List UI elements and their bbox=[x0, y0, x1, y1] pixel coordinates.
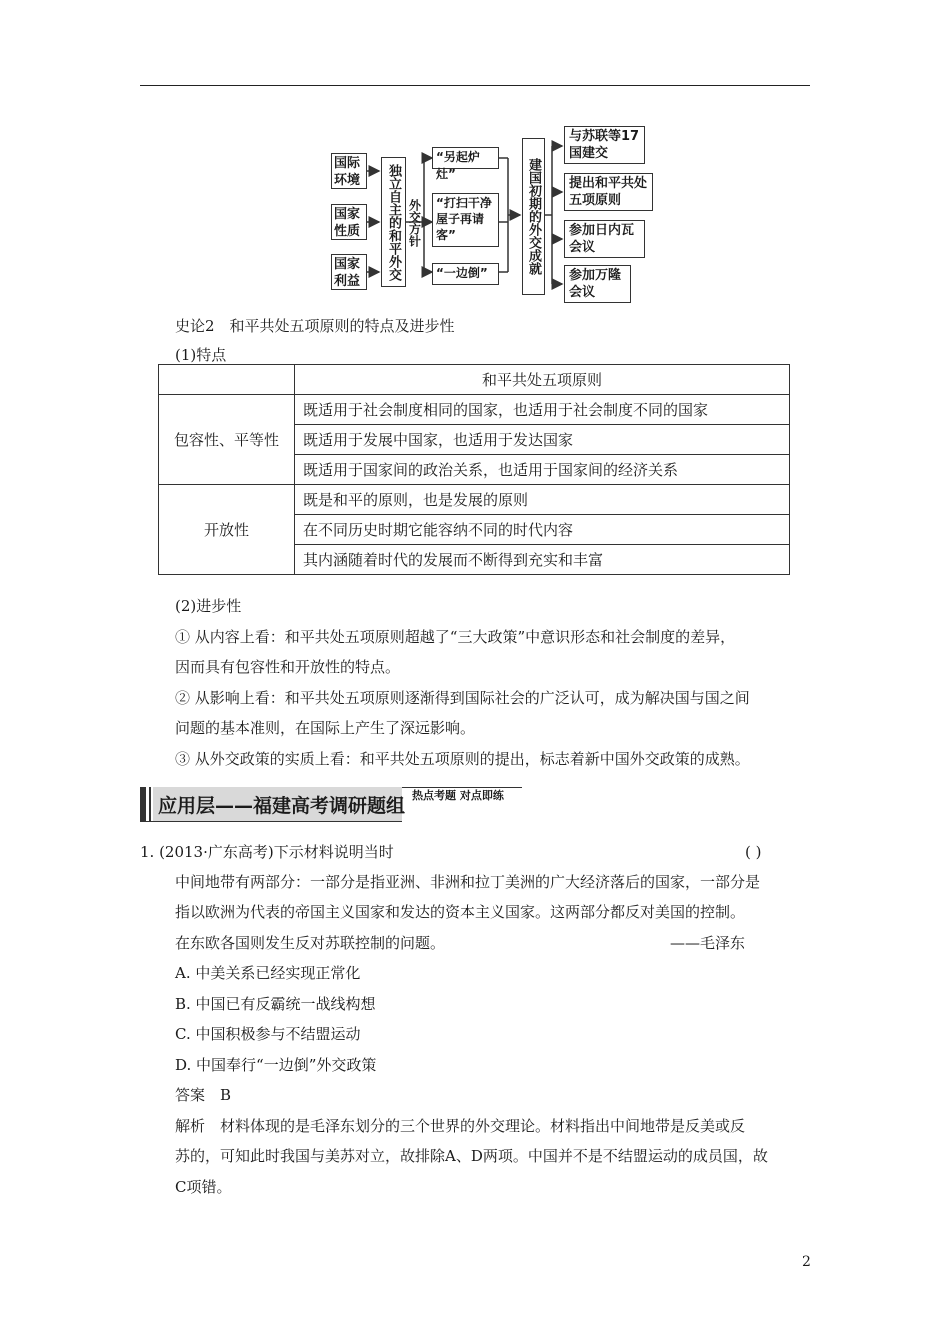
principle-clean-house: “打扫干净屋子再请客” bbox=[432, 193, 499, 247]
banner-subtitle: 热点考题 对点即练 bbox=[412, 789, 504, 802]
answer-bracket: ( ) bbox=[745, 843, 762, 861]
table-row bbox=[159, 485, 790, 515]
progress-item: ③ 从外交政策的实质上看：和平共处五项原则的提出，标志着新中国外交政策的成熟。 bbox=[175, 750, 750, 768]
subsection-features: (1)特点 bbox=[175, 346, 227, 364]
table-row bbox=[159, 395, 790, 425]
table-cell: 其内涵随着时代的发展而不断得到充实和丰富 bbox=[295, 545, 790, 575]
question-stem: 1. (2013·广东高考)下示材料说明当时 bbox=[140, 843, 394, 861]
option-a: A. 中美关系已经实现正常化 bbox=[175, 964, 361, 982]
table-cell: 既是和平的原则，也是发展的原则 bbox=[295, 485, 790, 515]
section-banner bbox=[140, 787, 522, 823]
table-header: 和平共处五项原则 bbox=[295, 365, 790, 395]
analysis-line: C项错。 bbox=[175, 1178, 232, 1196]
achievement-box: 建国初期的外交成就 bbox=[522, 138, 545, 295]
banner-title: 应用层——福建高考调研题组 bbox=[158, 795, 406, 817]
option-c: C. 中国积极参与不结盟运动 bbox=[175, 1025, 361, 1043]
approach-label: 外交方针 bbox=[407, 199, 422, 247]
features-table bbox=[158, 364, 790, 575]
subsection-progress: (2)进步性 bbox=[175, 597, 242, 615]
table-category: 包容性、平等性 bbox=[159, 395, 295, 485]
analysis-line: 苏的，可知此时我国与美苏对立，故排除A、D两项。中国并不是不结盟运动的成员国，故 bbox=[175, 1147, 768, 1165]
option-b: B. 中国已有反霸统一战线构想 bbox=[175, 995, 376, 1013]
result-diplomatic-ties: 与苏联等17国建交 bbox=[564, 126, 645, 164]
page-number: 2 bbox=[802, 1254, 811, 1270]
material-line: 在东欧各国则发生反对苏联控制的问题。 bbox=[175, 934, 446, 952]
result-bandung: 参加万隆会议 bbox=[564, 265, 631, 303]
material-line: 指以欧洲为代表的帝国主义国家和发达的资本主义国家。这两部分都反对美国的控制。 bbox=[175, 903, 746, 921]
section-title: 史论2 和平共处五项原则的特点及进步性 bbox=[175, 317, 455, 335]
material-line: 中间地带有两部分：一部分是指亚洲、非洲和拉丁美洲的广大经济落后的国家，一部分是 bbox=[175, 873, 761, 891]
analysis-line: 解析 材料体现的是毛泽东划分的三个世界的外交理论。材料指出中间地带是反美或反 bbox=[175, 1117, 746, 1135]
factor-international: 国际环境 bbox=[331, 153, 367, 189]
factor-interest: 国家利益 bbox=[331, 254, 367, 290]
option-d: D. 中国奉行“一边倒”外交政策 bbox=[175, 1056, 377, 1074]
table-cell: 既适用于社会制度相同的国家，也适用于社会制度不同的国家 bbox=[295, 395, 790, 425]
progress-item: ① 从内容上看：和平共处五项原则超越了“三大政策”中意识形态和社会制度的差异， bbox=[175, 628, 736, 646]
material-source: ——毛泽东 bbox=[670, 934, 746, 952]
principle-new-start: “另起炉灶” bbox=[432, 147, 499, 169]
table-category: 开放性 bbox=[159, 485, 295, 575]
table-header-row bbox=[159, 365, 790, 395]
progress-item-cont: 因而具有包容性和开放性的特点。 bbox=[175, 658, 401, 676]
table-corner bbox=[159, 365, 295, 395]
table-cell: 既适用于国家间的政治关系，也适用于国家间的经济关系 bbox=[295, 455, 790, 485]
answer-line: 答案 B bbox=[175, 1086, 232, 1104]
factor-nature: 国家性质 bbox=[331, 204, 367, 240]
table-cell: 在不同历史时期它能容纳不同的时代内容 bbox=[295, 515, 790, 545]
progress-item-cont: 问题的基本准则，在国际上产生了深远影响。 bbox=[175, 719, 476, 737]
result-geneva: 参加日内瓦会议 bbox=[564, 220, 645, 258]
result-five-principles: 提出和平共处五项原则 bbox=[564, 173, 653, 211]
progress-item: ② 从影响上看：和平共处五项原则逐渐得到国际社会的广泛认可，成为解决国与国之间 bbox=[175, 689, 750, 707]
policy-box: 独立自主的和平外交 bbox=[381, 157, 406, 287]
principle-lean-one-side: “一边倒” bbox=[432, 263, 499, 285]
table-cell: 既适用于发展中国家，也适用于发达国家 bbox=[295, 425, 790, 455]
